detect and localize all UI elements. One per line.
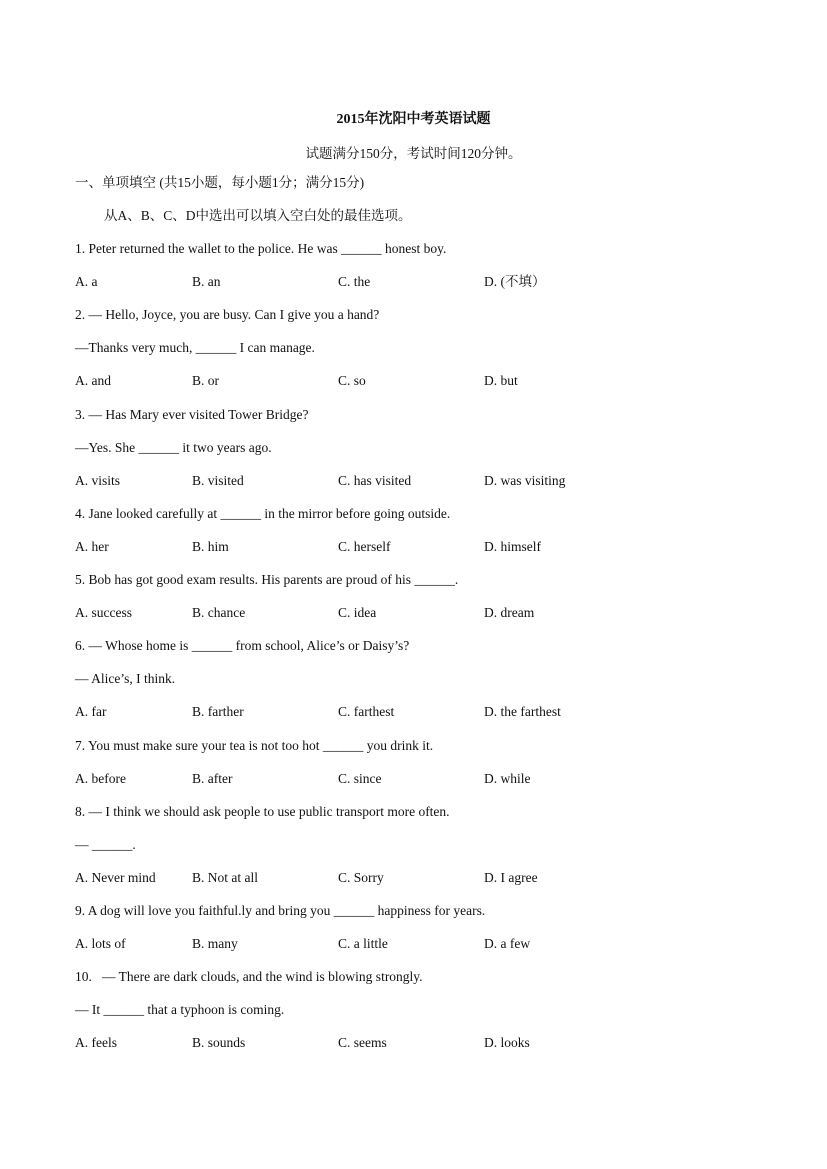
answer-option: D. while: [484, 771, 531, 786]
section-instruction: 从A、B、C、D中选出可以填入空白处的最佳选项。: [104, 208, 412, 223]
answer-option: C. has visited: [338, 473, 412, 488]
question-dialogue-line: — ______.: [75, 837, 136, 852]
answer-option: D. looks: [484, 1035, 530, 1050]
answer-option: B. or: [192, 373, 219, 388]
answer-option: A. her: [75, 539, 109, 554]
answer-option: C. a little: [338, 936, 388, 951]
answer-option: D. himself: [484, 539, 541, 554]
answer-option: A. visits: [75, 473, 121, 488]
question-stem: 8. — I think we should ask people to use public transport more often.: [75, 804, 450, 819]
answer-option: D. a few: [484, 936, 531, 951]
answer-option: C. farthest: [338, 704, 395, 719]
answer-option: B. visited: [192, 473, 244, 488]
section-heading: 一、单项填空 (共15小题，每小题1分；满分15分): [75, 175, 365, 190]
question-stem: 9. A dog will love you faithful.ly and bring you ______ happiness for years.: [75, 903, 486, 918]
question-stem: 6. — Whose home is ______ from school, Alice’s or Daisy’s?: [75, 638, 410, 653]
answer-option: B. many: [192, 936, 238, 951]
answer-option: A. far: [75, 704, 107, 719]
answer-option: D. dream: [484, 605, 535, 620]
answer-option: B. chance: [192, 605, 246, 620]
question-stem: 7. You must make sure your tea is not too hot ______ you drink it.: [75, 738, 434, 753]
answer-option: B. after: [192, 771, 233, 786]
question-stem: 2. — Hello, Joyce, you are busy. Can I give you a hand?: [75, 307, 380, 322]
answer-option: C. Sorry: [338, 870, 384, 885]
answer-option: B. sounds: [192, 1035, 246, 1050]
answer-option: A. Never mind: [75, 870, 156, 885]
question-dialogue-line: — Alice’s, I think.: [75, 671, 176, 686]
answer-option: C. since: [338, 771, 382, 786]
answer-option: A. and: [75, 373, 111, 388]
answer-option: A. feels: [75, 1035, 117, 1050]
answer-option: B. farther: [192, 704, 244, 719]
question-dialogue-line: —Yes. She ______ it two years ago.: [75, 440, 272, 455]
answer-option: C. seems: [338, 1035, 387, 1050]
answer-option: B. him: [192, 539, 229, 554]
answer-option: C. idea: [338, 605, 377, 620]
answer-option: D. (不填）: [484, 274, 546, 289]
answer-option: B. Not at all: [192, 870, 258, 885]
answer-option: D. was visiting: [484, 473, 566, 488]
question-dialogue-line: — It ______ that a typhoon is coming.: [75, 1002, 285, 1017]
question-dialogue-line: —Thanks very much, ______ I can manage.: [75, 340, 315, 355]
answer-option: D. the farthest: [484, 704, 561, 719]
answer-option: C. so: [338, 373, 366, 388]
answer-option: C. the: [338, 274, 371, 289]
answer-option: D. I agree: [484, 870, 538, 885]
question-stem: 5. Bob has got good exam results. His parents are proud of his ______.: [75, 572, 459, 587]
answer-option: A. lots of: [75, 936, 126, 951]
answer-option: A. success: [75, 605, 132, 620]
page-title: 2015年沈阳中考英语试题: [336, 112, 491, 127]
question-stem: 3. — Has Mary ever visited Tower Bridge?: [75, 407, 309, 422]
answer-option: A. before: [75, 771, 126, 786]
exam-info: 试题满分150分，考试时间120分钟。: [305, 146, 522, 161]
answer-option: C. herself: [338, 539, 391, 554]
question-stem: 1. Peter returned the wallet to the police. He was ______ honest boy.: [75, 241, 447, 256]
question-stem: 4. Jane looked carefully at ______ in the mirror before going outside.: [75, 506, 451, 521]
answer-option: D. but: [484, 373, 518, 388]
question-stem: 10. — There are dark clouds, and the wind is blowing strongly.: [75, 969, 423, 984]
answer-option: A. a: [75, 274, 98, 289]
answer-option: B. an: [192, 274, 221, 289]
